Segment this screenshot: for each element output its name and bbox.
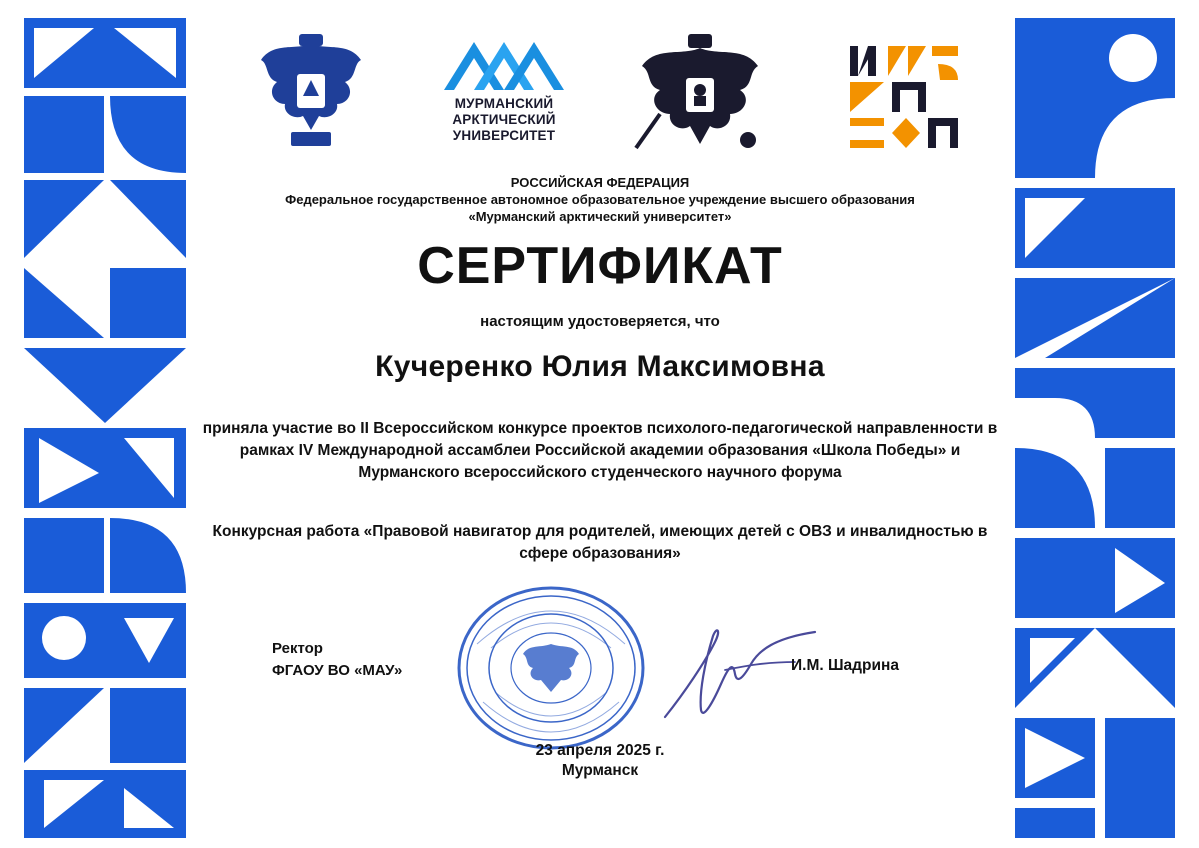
institution-type: Федеральное государственное автономное образовательное учреждение высшего образования: [285, 192, 915, 207]
rector-title: [272, 638, 402, 682]
competition-work: Конкурсная работа «Правовой навигатор для родителей, имеющих детей с ОВЗ и инвалидностью в сфере образования»: [212, 523, 988, 562]
rector-role-line-2: ФГАОУ ВО «МАУ»: [272, 662, 403, 679]
participation-description: приняла участие во II Всероссийском конкурсе проектов психолого-педагогической направленности в рамках IV Международной ассамблеи Российской академии образования «Школа Победы» и Мурманского всероссийского студенческого научного форума: [202, 420, 998, 481]
rector-role-line-1: Ректор: [272, 640, 323, 657]
mau-mountain-icon: [440, 38, 568, 94]
signer-name: И.М. Шадрина: [791, 657, 899, 674]
certifies-line: настоящим удостоверяется, что: [480, 313, 720, 330]
recipient-name: Кучеренко Юлия Максимовна: [375, 350, 825, 383]
right-decorative-pattern: [1015, 18, 1175, 838]
certificate-title: СЕРТИФИКАТ: [417, 237, 783, 295]
russian-eagle-emblem-with-scepter-icon: [630, 28, 770, 158]
official-seal-icon: [455, 584, 647, 752]
university-logo-line-1: МУРМАНСКИЙ: [454, 96, 554, 111]
university-logo-line-2: АРКТИЧЕСКИЙ: [452, 112, 556, 127]
issue-date-place: [500, 741, 700, 781]
ipp-logo-icon: [848, 42, 960, 150]
university-logo-line-3: УНИВЕРСИТЕТ: [452, 128, 556, 143]
country-heading: РОССИЙСКАЯ ФЕДЕРАЦИЯ: [510, 175, 690, 190]
issue-city: Мурманск: [561, 762, 639, 779]
issue-date: 23 апреля 2025 г.: [535, 742, 665, 759]
university-logo: [440, 38, 568, 153]
russian-eagle-emblem-icon: [255, 30, 367, 152]
institution-name: «Мурманский арктический университет»: [468, 209, 732, 224]
left-decorative-pattern: [24, 18, 186, 838]
